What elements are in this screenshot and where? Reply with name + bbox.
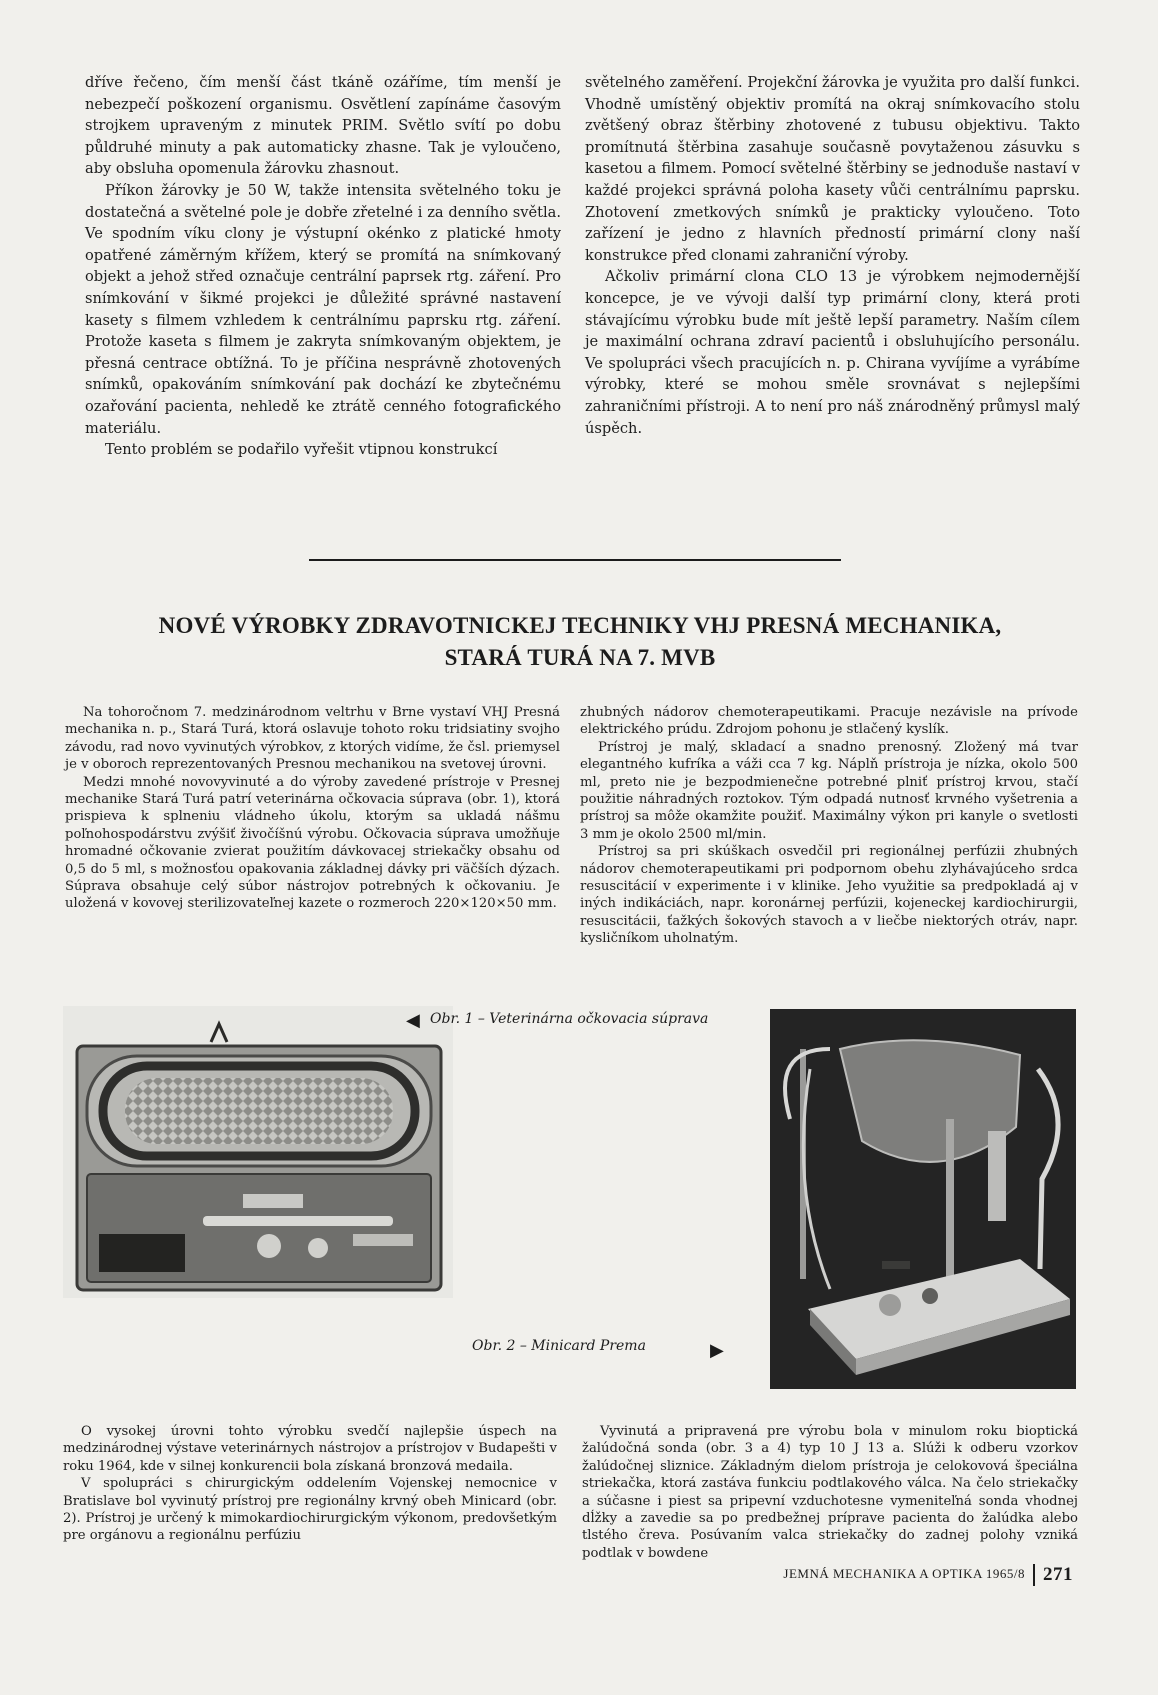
right-triangle-icon: ▶ — [710, 1340, 724, 1361]
paragraph: Prístroj je malý, skladací a snadno prenosný. Zložený má tvar elegantného kufríka a váži cca 7 kg. Náplň prístroja je nízka, okolo 500 ml, preto nie je bezpodmienečne potrebné plniť prístroj krvou, stačí použitie náhradných roztokov. Tým odpadá nutnosť krvného vyšetrenia a prístroj sa môže okamžite použiť. Maximálny výkon pri kanyle o svetlosti 3 mm je okolo 2500 ml/min. — [580, 739, 1078, 842]
figure-2-photo — [770, 1009, 1076, 1389]
journal-name: JEMNÁ MECHANIKA A OPTIKA 1965/8 — [783, 1565, 1025, 1581]
article-title — [80, 610, 1080, 674]
paragraph: Prístroj sa pri skúškach osvedčil pri regionálnej perfúzii zhubných nádorov chemoterapeutikami pri podpornom obehu zlyhávajúceho srdca resuscitácií v experimente i v klinike. Jeho využitie sa predpokladá aj v iných indikáciách, napr. koronárnej perfúzii, kojeneckej kardiochirurgii, resuscitácii, ťažkých šokových stavoch a v liečbe niektorých otráv, napr. kysličníkom uholnatým. — [580, 844, 1078, 947]
section-divider — [309, 559, 841, 561]
mid-left-column — [65, 704, 560, 913]
top-left-column — [85, 72, 561, 461]
page-footer — [783, 1564, 1073, 1586]
article-title-line: NOVÉ VÝROBKY ZDRAVOTNICKEJ TECHNIKY VHJ PRESNÁ MECHANIKA, — [158, 613, 1002, 638]
paragraph: Tento problém se podařilo vyřešit vtipnou konstrukcí — [105, 441, 498, 459]
paragraph: Medzi mnohé novovyvinuté a do výroby zavedené prístroje v Presnej mechanike Stará Turá patrí veterinárna očkovacia súprava (obr. 1), ktorá prispieva k splneniu vládneho úkolu, ktorým sa ukladá nášmu poľnohospodárstvu zvýšiť živočíšnú výrobu. Očkovacia súprava umožňuje hromadné očkovanie zvierat použitím dávkovacej striekačky obsahu od 0,5 do 5 ml, s možnosťou opakovania základnej dávky pri väčších dýzach. Súprava obsahuje celý súbor nástrojov potrebných k očkovaniu. Je uložená v kovovej sterilizovateľnej kazete o rozmeroch 220×120×50 mm. — [65, 774, 560, 912]
paragraph: Vyvinutá a pripravená pre výrobu bola v minulom roku bioptická žalúdočná sonda (obr. 3 a 4) typ 10 J 13 a. Slúži k odberu vzorkov žalúdočnej sliznice. Základným dielom prístroja je celokovová špeciálna striekačka, ktorá zastáva funkciu podtlakového válca. Na čelo striekačky a súčasne i piest sa pripevní vzduchotesne vymeniteľná sonda vhodnej dĺžky a zavedie sa po predbežnej príprave pacienta do žalúdka alebo tlstého čreva. Posúvaním valca striekačky do zadnej polohy vzniká podtlak v bowdene — [582, 1424, 1078, 1561]
figure-1-caption: Obr. 1 – Veterinárna očkovacia súprava — [430, 1011, 709, 1027]
top-right-column — [585, 72, 1080, 439]
paragraph: Příkon žárovky je 50 W, takže intensita světelného toku je dostatečná a světelné pole je dobře zřetelné i za denního světla. Ve spodním víku clony je výstupní okénko z platické hmoty opatřené záměrným křížem, který se promítá na snímkovaný objekt a jehož střed označuje centrální paprsek rtg. záření. Pro snímkování v šikmé projekci je důležité správné nastavení kasety s filmem vzhledem k centrálnímu paprsku rtg. záření. Protože kaseta s filmem je zakryta snímkovaným objektem, je přesná centrace obtížná. To je příčina nesprávně zhotovených snímků, opakováním snímkování pak dochází ke zbytečnému ozařování pacienta, nehledě ke ztrátě cenného fotografického materiálu. — [85, 181, 561, 437]
article-title-line: STARÁ TURÁ NA 7. MVB — [444, 645, 716, 670]
page-number: 271 — [1043, 1564, 1073, 1585]
paragraph: světelného zaměření. Projekční žárovka je využita pro další funkci. Vhodně umístěný objektiv promítá na okraj snímkovacího stolu zvětšený obraz štěrbiny zhotovené z tubusu objektivu. Takto promítnutá štěrbina zasahuje současně povytaženou zásuvku s kasetou a filmem. Pomocí světelné štěrbiny se jednoduše nastaví v každé projekci správná poloha kasety vůči centrálnímu paprsku. Zhotovení zmetkových snímků je prakticky vyloučeno. Toto zařízení je jedno z hlavních předností primární clony naší konstrukce před clonami zahraniční výroby. — [585, 74, 1080, 264]
left-triangle-icon: ◀ — [406, 1010, 420, 1031]
bottom-left-column — [63, 1423, 557, 1545]
paragraph: zhubných nádorov chemoterapeutikami. Pracuje nezávisle na prívode elektrického prúdu. Zdrojom pohonu je stlačený kyslík. — [580, 705, 1078, 738]
paragraph: O vysokej úrovni tohto výrobku svedčí najlepšie úspech na medzinárodnej výstave veterinárnych nástrojov a prístrojov v Budapešti v roku 1964, kde v silnej konkurencii bola získaná bronzová medaila. — [63, 1424, 557, 1474]
figure-1-photo — [63, 1006, 453, 1298]
mid-right-column — [580, 704, 1078, 948]
footer-separator — [1033, 1564, 1035, 1586]
paragraph: Ačkoliv primární clona CLO 13 je výrobkem nejmodernější koncepce, je ve vývoji další typ primární clony, která proti stávajícímu výrobku bude mít ještě lepší parametry. Naším cílem je maximální ochrana zdraví pacientů i obsluhujícího personálu. Ve spolupráci všech pracujících n. p. Chirana vyvíjíme a vyrábíme výrobky, které se mohou směle srovnávat s nejlepšími zahraničními přístroji. A to není pro náš znárodněný průmysl malý úspěch. — [585, 268, 1080, 437]
paragraph: V spolupráci s chirurgickým oddelením Vojenskej nemocnice v Bratislave bol vyvinutý prístroj pre regionálny krvný obeh Minicard (obr. 2). Prístroj je určený k mimokardiochirurgickým výkonom, predovšetkým pre orgánovu a regionálnu perfúziu — [63, 1476, 557, 1544]
figure-2-caption: Obr. 2 – Minicard Prema — [472, 1338, 646, 1354]
bottom-right-column — [582, 1423, 1078, 1562]
paragraph: Na tohoročnom 7. medzinárodnom veltrhu v Brne vystaví VHJ Presná mechanika n. p., Stará Turá, ktorá oslavuje tohoto roku tridsiatiny svojho závodu, rad novo vyvinutých výrobkov, z ktorých vidíme, že čsl. priemysel je v oboroch reprezentovaných Presnou mechanikou na svetovej úrovni. — [65, 705, 560, 773]
paragraph: dříve řečeno, čím menší část tkáně ozáříme, tím menší je nebezpečí poškození organismu. Osvětlení zapínáme časovým strojkem upraveným z minutek PRIM. Světlo svítí po dobu půldruhé minuty a pak automaticky zhasne. Tak je vyloučeno, aby obsluha opomenula žárovku zhasnout. — [85, 74, 561, 178]
